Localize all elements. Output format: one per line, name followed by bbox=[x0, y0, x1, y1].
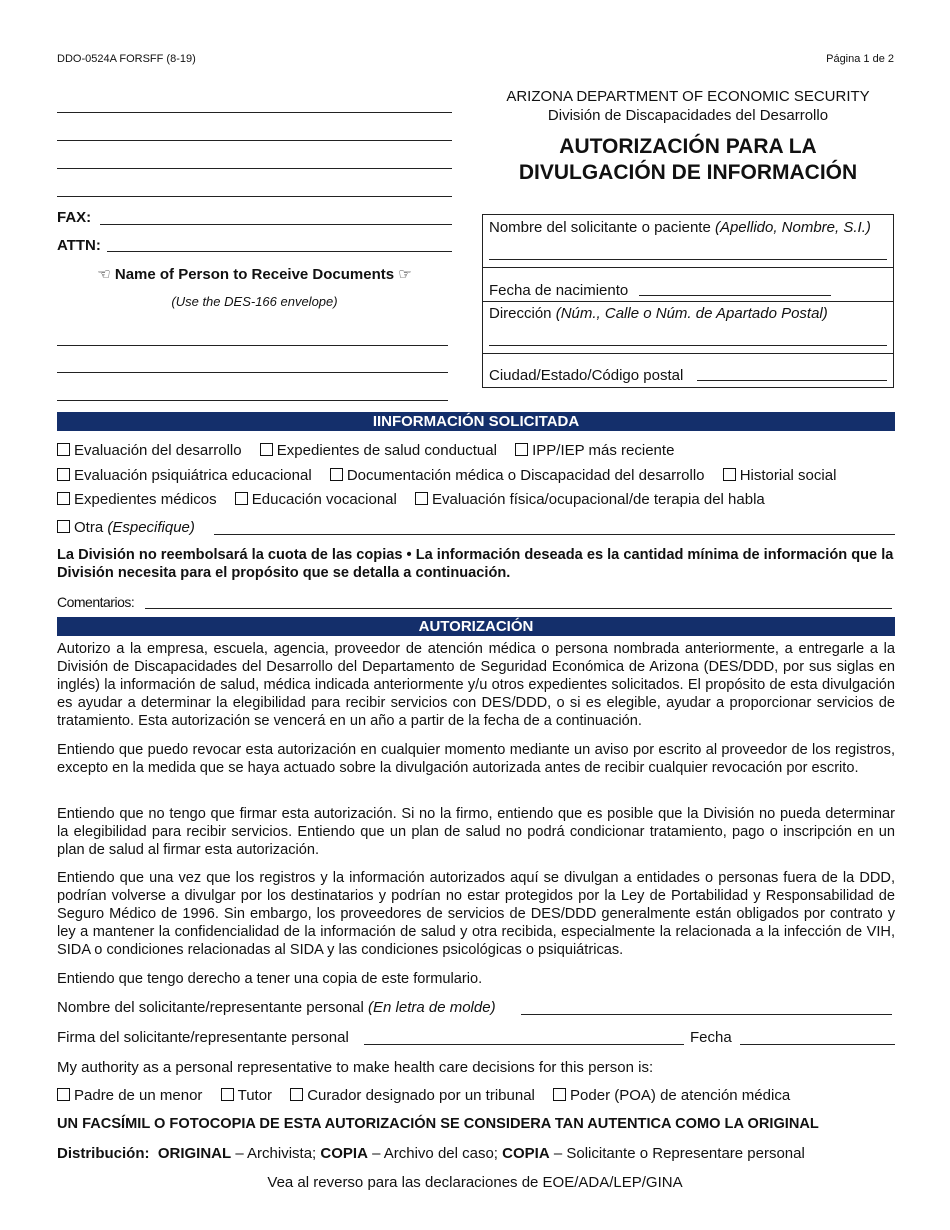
authorization-paragraph-2: Entiendo que puedo revocar esta autorización en cualquier momento mediante un aviso por escrito al proveedor de los registros, excepto en la medida que se haya actuado sobre la divulgación autorizada antes de recibir cualquier revocación por escrito. bbox=[57, 742, 895, 776]
page-number: Página 1 de 2 bbox=[826, 53, 894, 65]
attn-label: ATTN: bbox=[57, 237, 101, 254]
option-ipp-iep[interactable] bbox=[515, 442, 674, 459]
comments-field[interactable] bbox=[145, 608, 892, 609]
option-label: Evaluación psiquiátrica educacional bbox=[74, 467, 312, 484]
address-line-1[interactable] bbox=[57, 112, 452, 113]
distribution-copy-2-text: – Solicitante o Representare personal bbox=[549, 1145, 805, 1162]
address-hint: (Núm., Calle o Núm. de Apartado Postal) bbox=[555, 305, 828, 322]
address-label bbox=[489, 305, 828, 322]
option-label: Curador designado por un tribunal bbox=[307, 1087, 535, 1104]
checkbox[interactable] bbox=[57, 1088, 70, 1101]
distribution-original-text: – Archivista; bbox=[231, 1145, 321, 1162]
option-hint: (Especifique) bbox=[107, 519, 195, 536]
form-title-line1: AUTORIZACIÓN PARA LA bbox=[559, 135, 817, 158]
copy-fee-notice: La División no reembolsará la cuota de las copias • La información deseada es la cantidad mínima de información que la División necesita para el propósito que se detalla a continuación. bbox=[57, 547, 894, 581]
signature-label: Firma del solicitante/representante personal bbox=[57, 1029, 349, 1046]
form-title-line2: DIVULGACIÓN DE INFORMACIÓN bbox=[518, 161, 858, 184]
address-label-text: Dirección bbox=[489, 305, 552, 322]
receive-documents-label bbox=[57, 265, 452, 283]
distribution-original: ORIGINAL bbox=[157, 1145, 232, 1162]
checkbox[interactable] bbox=[290, 1088, 303, 1101]
print-name-text: Nombre del solicitante/representante personal bbox=[57, 999, 364, 1016]
option-label: Expedientes médicos bbox=[74, 491, 217, 508]
option-label: IPP/IEP más reciente bbox=[532, 442, 675, 459]
option-label: Tutor bbox=[237, 1087, 273, 1104]
option-label: Documentación médica o Discapacidad del desarrollo bbox=[346, 467, 705, 484]
applicant-name-hint: (Apellido, Nombre, S.I.) bbox=[714, 219, 871, 236]
comments-label: Comentarios: bbox=[57, 594, 135, 610]
option-medical-documentation[interactable] bbox=[330, 467, 705, 484]
info-requested-heading: IINFORMACIÓN SOLICITADA bbox=[57, 412, 895, 431]
option-developmental-evaluation[interactable] bbox=[57, 442, 242, 459]
name-line-3[interactable] bbox=[57, 400, 448, 401]
option-vocational-education[interactable] bbox=[235, 491, 397, 508]
option-therapy-evaluation[interactable] bbox=[415, 491, 765, 508]
option-court-appointed-conservator[interactable] bbox=[290, 1087, 535, 1104]
city-field[interactable] bbox=[697, 380, 887, 381]
envelope-note: (Use the DES-166 envelope) bbox=[171, 294, 338, 309]
authority-options bbox=[57, 1087, 804, 1104]
applicant-box bbox=[482, 214, 894, 388]
form-id: DDO-0524A FORSFF (8-19) bbox=[57, 53, 196, 65]
distribution-copy-1-text: – Archivo del caso; bbox=[367, 1145, 503, 1162]
name-line-1[interactable] bbox=[57, 345, 448, 346]
checkbox[interactable] bbox=[553, 1088, 566, 1101]
authorization-paragraph-5: Entiendo que tengo derecho a tener una copia de este formulario. bbox=[57, 971, 483, 987]
address-line-4[interactable] bbox=[57, 196, 452, 197]
address-field[interactable] bbox=[489, 345, 887, 346]
checkbox[interactable] bbox=[415, 492, 428, 505]
agency-name: ARIZONA DEPARTMENT OF ECONOMIC SECURITY bbox=[506, 88, 870, 105]
option-label: Otra bbox=[74, 519, 104, 536]
print-name-field[interactable] bbox=[521, 1014, 892, 1015]
print-name-label bbox=[57, 999, 496, 1016]
authorization-heading: AUTORIZACIÓN bbox=[57, 617, 895, 636]
facsimile-notice: UN FACSÍMIL O FOTOCOPIA DE ESTA AUTORIZACIÓN SE CONSIDERA TAN AUTENTICA COMO LA ORIGINAL bbox=[57, 1116, 819, 1132]
option-label: Educación vocacional bbox=[251, 491, 397, 508]
applicant-box-divider-1 bbox=[483, 267, 893, 268]
checkbox[interactable] bbox=[57, 443, 70, 456]
option-label: Historial social bbox=[739, 467, 837, 484]
option-guardian[interactable] bbox=[221, 1087, 272, 1104]
division-name: División de Discapacidades del Desarrollo bbox=[547, 107, 829, 124]
dob-label: Fecha de nacimiento bbox=[489, 282, 629, 299]
distribution-copy-2: COPIA bbox=[502, 1145, 550, 1162]
distribution-label: Distribución: bbox=[57, 1145, 150, 1162]
date-label: Fecha bbox=[690, 1029, 732, 1046]
name-line-2[interactable] bbox=[57, 372, 448, 373]
other-field[interactable] bbox=[214, 534, 895, 535]
applicant-name-field[interactable] bbox=[489, 259, 887, 260]
dob-field[interactable] bbox=[639, 295, 831, 296]
fax-field[interactable] bbox=[100, 224, 452, 225]
checkbox[interactable] bbox=[723, 468, 736, 481]
option-healthcare-poa[interactable] bbox=[553, 1087, 790, 1104]
checkbox[interactable] bbox=[235, 492, 248, 505]
authorization-paragraph-1: Autorizo a la empresa, escuela, agencia, proveedor de atención médica o persona nombrada anteriormente, a entregarle a la División de Discapacidades del Desarrollo del Departamento de Seguridad Económica de Arizona (DES/DDD, por sus siglas en inglés) la información de salud, médica indicada anteriormente y/u otros expedientes solicitados. El propósito de esta divulgación es ayudar a determinar la elegibilidad para recibir servicios con DES/DDD, o si es elegible, ayudar a proporcionar servicios de tratamiento. Esta autorización se vencerá en un año a partir de la fecha de a continuación. bbox=[57, 641, 895, 729]
authorization-paragraph-4: Entiendo que una vez que los registros y la información autorizados aquí se divulgan a entidades o personas fuera de la DDD, podrían volverse a divulgar por los destinatarios y podrían no estar protegidos por la Ley de Portabilidad y Responsabilidad de Seguro Médico de 1996. Sin embargo, los proveedores de servicios de DES/DDD generalmente están obligados por contrato y ley a mantener la confidencialidad de la información de salud y otra recibida, especialmente la relacionada a la infección de VIH, SIDA o condiciones relacionadas al SIDA y las condiciones psicológicas o psiquiátricas. bbox=[57, 870, 895, 958]
city-label: Ciudad/Estado/Código postal bbox=[489, 367, 684, 384]
authority-label: My authority as a personal representative to make health care decisions for this person is: bbox=[57, 1059, 654, 1076]
option-parent-of-minor[interactable] bbox=[57, 1087, 202, 1104]
print-name-hint: (En letra de molde) bbox=[368, 999, 496, 1016]
authorization-paragraph-3: Entiendo que no tengo que firmar esta autorización. Si no la firmo, entiendo que es posible que la División no pueda determinar la elegibilidad para recibir servicios. Entiendo que un plan de salud no podrá condicionar tratamiento, pago o inscripción en un plan de salud al firmar esta autorización. bbox=[57, 806, 895, 858]
address-line-3[interactable] bbox=[57, 168, 452, 169]
checkbox[interactable] bbox=[515, 443, 528, 456]
address-line-2[interactable] bbox=[57, 140, 452, 141]
checkbox[interactable] bbox=[221, 1088, 234, 1101]
attn-field[interactable] bbox=[107, 251, 452, 252]
option-label: Expedientes de salud conductual bbox=[276, 442, 497, 459]
option-label: Evaluación del desarrollo bbox=[74, 442, 242, 459]
option-social-history[interactable] bbox=[723, 467, 837, 484]
applicant-box-divider-2 bbox=[483, 301, 893, 302]
info-row-3 bbox=[57, 491, 779, 508]
hand-right-icon: ☞ bbox=[398, 266, 412, 283]
checkbox[interactable] bbox=[260, 443, 273, 456]
checkbox[interactable] bbox=[330, 468, 343, 481]
checkbox[interactable] bbox=[57, 468, 70, 481]
option-psychiatric-evaluation[interactable] bbox=[57, 467, 312, 484]
applicant-box-divider-3 bbox=[483, 353, 893, 354]
footer-note: Vea al reverso para las declaraciones de EOE/ADA/LEP/GINA bbox=[267, 1174, 683, 1191]
applicant-name-label bbox=[489, 219, 871, 236]
distribution-copy-1: COPIA bbox=[320, 1145, 368, 1162]
info-row-1 bbox=[57, 442, 688, 459]
distribution-line bbox=[57, 1145, 805, 1162]
option-other[interactable] bbox=[57, 519, 195, 536]
info-row-2 bbox=[57, 467, 850, 484]
option-medical-records[interactable] bbox=[57, 491, 217, 508]
date-field[interactable] bbox=[740, 1044, 895, 1045]
receive-documents-text: Name of Person to Receive Documents bbox=[114, 266, 395, 283]
fax-label: FAX: bbox=[57, 209, 92, 226]
applicant-name-text: Nombre del solicitante o paciente bbox=[489, 219, 711, 236]
option-label: Poder (POA) de atención médica bbox=[570, 1087, 791, 1104]
option-label: Evaluación física/ocupacional/de terapia del habla bbox=[432, 491, 765, 508]
info-row-other bbox=[57, 519, 195, 536]
checkbox[interactable] bbox=[57, 492, 70, 505]
hand-left-icon: ☜ bbox=[97, 266, 111, 283]
signature-field[interactable] bbox=[364, 1044, 684, 1045]
option-label: Padre de un menor bbox=[74, 1087, 203, 1104]
checkbox[interactable] bbox=[57, 520, 70, 533]
option-behavioral-health-records[interactable] bbox=[260, 442, 497, 459]
